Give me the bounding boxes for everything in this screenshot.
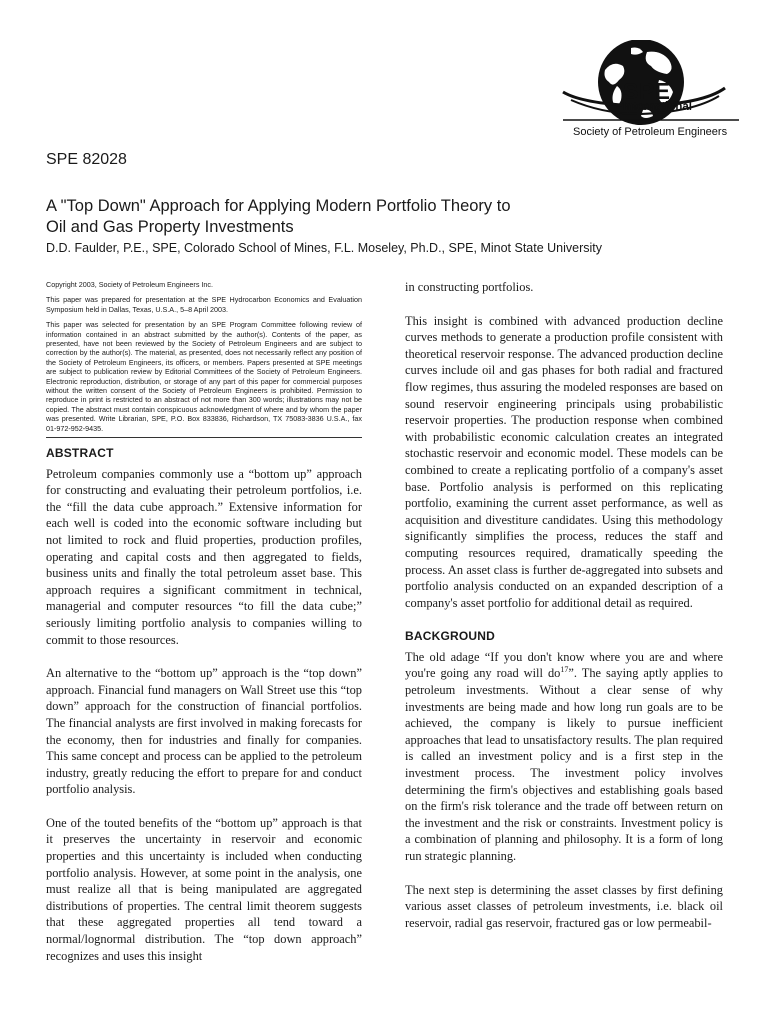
abstract-continuation: in constructing portfolios. bbox=[405, 280, 534, 294]
background-heading: BACKGROUND bbox=[405, 629, 495, 644]
logo-org-short: SPE bbox=[623, 78, 671, 104]
copyright-divider bbox=[46, 437, 362, 438]
reference-superscript: 17 bbox=[560, 665, 569, 675]
background-p1-text-b: ”. The saying aptly applies to petroleum investments. Without a clear sense of why investments are being made and how long run goals are to be achieved, the company is likely to pursue inefficient approaches that lead to unsatisfactory results. The plan required is called an investment policy and is a first step in the investment process. The investment policy involves determining the firm's objectives and establishing goals based on the firm's risk tolerance and the trade off between return on the investment and the risk or constraints. Investment policy is a combination of planning and philosophy. It is a form of long run strategic planning. bbox=[405, 666, 723, 863]
abstract-paragraph-3: One of the touted benefits of the “bottom up” approach is that it preserves the uncertainty in reservoir and economic properties and this uncertainty is included when conducting portfolio analysis. However, at some point in the analysis, one must realize all that is being manipulated are aggregated distributions of properties. The central limit theorem suggests that these aggregated properties all tend toward a normal/lognormal distribution. The “top down approach” recognizes and uses this insight bbox=[46, 815, 362, 963]
copyright-notice bbox=[46, 280, 362, 439]
background-paragraph-2: The next step is determining the asset classes by first defining various asset classes of petroleum investments, i.e. black oil reservoir, radial gas reservoir, fractured gas or low permeabil- bbox=[405, 882, 723, 930]
paper-authors: D.D. Faulder, P.E., SPE, Colorado School of Mines, F.L. Moseley, Ph.D., SPE, Minot State University bbox=[46, 241, 603, 255]
spe-logo bbox=[543, 40, 739, 148]
right-column bbox=[405, 279, 723, 948]
abstract-paragraph-1: Petroleum companies commonly use a “bottom up” approach for constructing and evaluating their petroleum portfolios, i.e. the “fill the data cube approach.” Extensive information for each well is coded into the economic software including but not limited to rock and fluid properties, production profiles, operating and capital costs and then aggregated to fields, business units and finally the total petroleum asset base. This approach requires a significant commitment in technical, managerial and computer resources “to fill the data cube;” seriously limiting portfolio analysis to companies willing to commit to those resources. bbox=[46, 466, 362, 647]
paper-title bbox=[46, 196, 511, 238]
abstract-paragraph-2: An alternative to the “bottom up” approach is the “top down” approach. Financial fund managers on Wall Street use this “top down” approach for the construction of financial portfolios. The financial analysts are first involved in making forecasts for the economy, then for industries and finally for companies. This same concept and process can be applied to the petroleum industry, greatly reducing the effort to prepare for and conduct portfolio analysis. bbox=[46, 666, 362, 797]
background-p1-text-a: The old adage “If you don't know where you are and where you're going any road will do bbox=[405, 649, 723, 681]
paper-title-line-1: A "Top Down" Approach for Applying Modern Portfolio Theory to bbox=[46, 197, 511, 215]
background-paragraph-1 bbox=[405, 649, 723, 865]
presentation-note: This paper was prepared for presentation at the SPE Hydrocarbon Economics and Evaluation Symposium held in Dallas, Texas, U.S.A., 5–8 April 2003. bbox=[46, 295, 362, 314]
review-disclaimer: This paper was selected for presentation by an SPE Program Committee following review of information contained in an abstract submitted by the author(s). Contents of the paper, as presented, have not been reviewed by the Society of Petroleum Engineers and are subject to correction by the author(s). The material, as presented, does not necessarily reflect any position of the Society of Petroleum Engineers, its officers, or members. Papers presented at SPE meetings are subject to publication review by Editorial Committees of the Society of Petroleum Engineers. Electronic reproduction, distribution, or storage of any part of this paper for commercial purposes without the written consent of the Society of Petroleum Engineers is prohibited. Permission to reproduce in print is restricted to an abstract of not more than 300 words; illustrations may not be copied. The abstract must contain conspicuous acknowledgment of where and by whom the paper was presented. Write Librarian, SPE, P.O. Box 833836, Richardson, TX 75083-3836 U.S.A., fax 01-972-952-9435. bbox=[46, 320, 362, 433]
abstract-paragraph-4: This insight is combined with advanced production decline curves methods to generate a production profile consistent with theoretical reservoir response. The advanced production decline curves include oil and gas phases for both radial and fractured flow regimes, thus assuring the modeled responses are based on sound reservoir engineering principals using probabilistic reservoir properties. The production response when combined with probabilistic economic calculation creates an integrated stochastic reservoir and economic model. These models can be combined to create a replicating portfolio of a company's asset base. Portfolio analysis is performed on this replicating portfolio, examining the current asset performance, as well as acquisition and divestiture candidates. Using this methodology significantly simplifies the process, reduces the staff and computing resources required, dramatically speeding the process. An asset class is further de-aggregated into subsets and portfolio analysis conducted on an expanded description of a company's asset portfolio for additional detail as required. bbox=[405, 313, 723, 610]
logo-org-sub: International bbox=[623, 101, 693, 113]
logo-org-full: Society of Petroleum Engineers bbox=[573, 126, 728, 138]
left-column bbox=[46, 445, 362, 981]
paper-title-line-2: Oil and Gas Property Investments bbox=[46, 218, 294, 236]
paper-id: SPE 82028 bbox=[46, 151, 127, 168]
abstract-heading: ABSTRACT bbox=[46, 446, 114, 460]
copyright-line: Copyright 2003, Society of Petroleum Engineers Inc. bbox=[46, 280, 214, 289]
